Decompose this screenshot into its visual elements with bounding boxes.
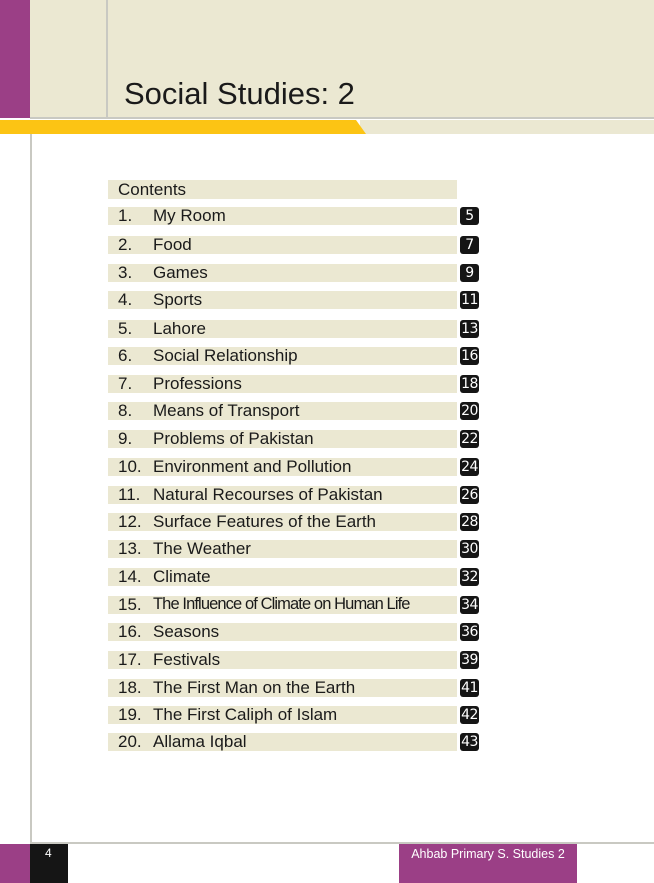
toc-page-number-badge: 30	[461, 541, 478, 557]
toc-chapter-title: Festivals	[153, 650, 221, 669]
toc-chapter-number: 17.	[118, 650, 142, 669]
toc-row	[108, 428, 480, 449]
toc-chapter-title: The First Caliph of Islam	[153, 705, 338, 724]
toc-chapter-title: Sports	[153, 290, 203, 309]
toc-chapter-title: Food	[153, 235, 192, 254]
toc-row	[108, 289, 480, 310]
toc-page-number-badge: 28	[461, 514, 478, 530]
toc-page-number-badge: 32	[461, 569, 478, 585]
toc-row	[108, 677, 480, 698]
page-title: Social Studies: 2	[124, 76, 355, 111]
header-bottom-rule	[30, 117, 654, 119]
toc-chapter-number: 20.	[118, 732, 142, 751]
toc-row	[108, 400, 480, 421]
toc-row	[108, 456, 480, 477]
toc-chapter-number: 7.	[118, 374, 133, 393]
toc-chapter-title: Seasons	[153, 622, 220, 641]
toc-chapter-number: 1.	[118, 206, 133, 225]
toc-row	[108, 731, 480, 752]
toc-page-number-badge: 16	[461, 348, 478, 364]
footer-purple-band	[0, 844, 30, 883]
toc-page-number-badge: 11	[461, 292, 478, 308]
toc-chapter-title: Natural Recourses of Pakistan	[153, 485, 383, 504]
contents-heading: Contents	[108, 180, 457, 199]
toc-chapter-title: The First Man on the Earth	[153, 678, 356, 697]
toc-row	[108, 373, 480, 394]
yellow-stripe	[0, 120, 366, 134]
toc-page-number-badge: 20	[461, 403, 478, 419]
toc-chapter-title: Climate	[153, 567, 211, 586]
toc-page-number-badge: 39	[461, 652, 478, 668]
toc-chapter-number: 11.	[118, 485, 141, 504]
toc-page-number-badge: 22	[461, 431, 478, 447]
toc-row	[108, 649, 480, 670]
toc-row	[108, 566, 480, 587]
toc-page-number-badge: 34	[461, 597, 478, 613]
toc-chapter-number: 9.	[118, 429, 133, 448]
toc-page-number-badge: 24	[461, 459, 478, 475]
toc-chapter-title: Lahore	[153, 319, 206, 338]
toc-row	[108, 345, 480, 366]
toc-chapter-number: 2.	[118, 235, 133, 254]
toc-chapter-title: Professions	[153, 374, 242, 393]
toc-chapter-number: 13.	[118, 539, 142, 558]
purple-side-band	[0, 0, 30, 118]
toc-chapter-number: 6.	[118, 346, 133, 365]
toc-chapter-title: Problems of Pakistan	[153, 429, 314, 448]
toc-chapter-number: 19.	[118, 705, 142, 724]
toc-page-number-badge: 26	[461, 487, 478, 503]
toc-row	[108, 484, 480, 505]
toc-row	[108, 511, 480, 532]
toc-chapter-number: 15.	[118, 595, 142, 614]
toc-row	[108, 704, 480, 725]
toc-row	[108, 621, 480, 642]
toc-page-number-badge: 36	[461, 624, 478, 640]
toc-row	[108, 538, 480, 559]
page-number: 4	[45, 846, 52, 860]
toc-row	[108, 205, 480, 226]
header-divider	[106, 0, 108, 118]
toc-chapter-title: Allama Iqbal	[153, 732, 247, 751]
toc-page-number-badge: 13	[461, 321, 478, 337]
toc-chapter-number: 18.	[118, 678, 142, 697]
cream-stripe	[360, 120, 654, 134]
toc-row	[108, 262, 480, 283]
toc-chapter-number: 12.	[118, 512, 142, 531]
toc-chapter-title: The Influence of Climate on Human Life	[153, 595, 410, 613]
toc-row	[108, 594, 480, 615]
toc-row	[108, 234, 480, 255]
toc-chapter-title: Means of Transport	[153, 401, 300, 420]
toc-chapter-title: Environment and Pollution	[153, 457, 352, 476]
toc-page-number-badge: 5	[460, 207, 479, 225]
toc-page-number-badge: 41	[461, 680, 478, 696]
left-margin-rule	[30, 134, 32, 844]
toc-chapter-number: 4.	[118, 290, 133, 309]
toc-chapter-title: Games	[153, 263, 208, 282]
toc-page-number-badge: 7	[460, 236, 479, 254]
toc-chapter-title: The Weather	[153, 539, 251, 558]
toc-chapter-title: My Room	[153, 206, 226, 225]
toc-chapter-title: Surface Features of the Earth	[153, 512, 377, 531]
toc-chapter-number: 5.	[118, 319, 133, 338]
toc-chapter-number: 10.	[118, 457, 142, 476]
toc-chapter-number: 3.	[118, 263, 133, 282]
toc-page-number-badge: 43	[461, 734, 478, 750]
toc-chapter-number: 8.	[118, 401, 133, 420]
toc-chapter-title: Social Relationship	[153, 346, 298, 365]
toc-chapter-number: 16.	[118, 622, 142, 641]
toc-row	[108, 318, 480, 339]
footer-book-title: Ahbab Primary S. Studies 2	[399, 844, 577, 883]
toc-page-number-badge: 9	[460, 264, 479, 282]
toc-page-number-badge: 18	[461, 376, 478, 392]
toc-page-number-badge: 42	[461, 707, 478, 723]
toc-chapter-number: 14.	[118, 567, 142, 586]
